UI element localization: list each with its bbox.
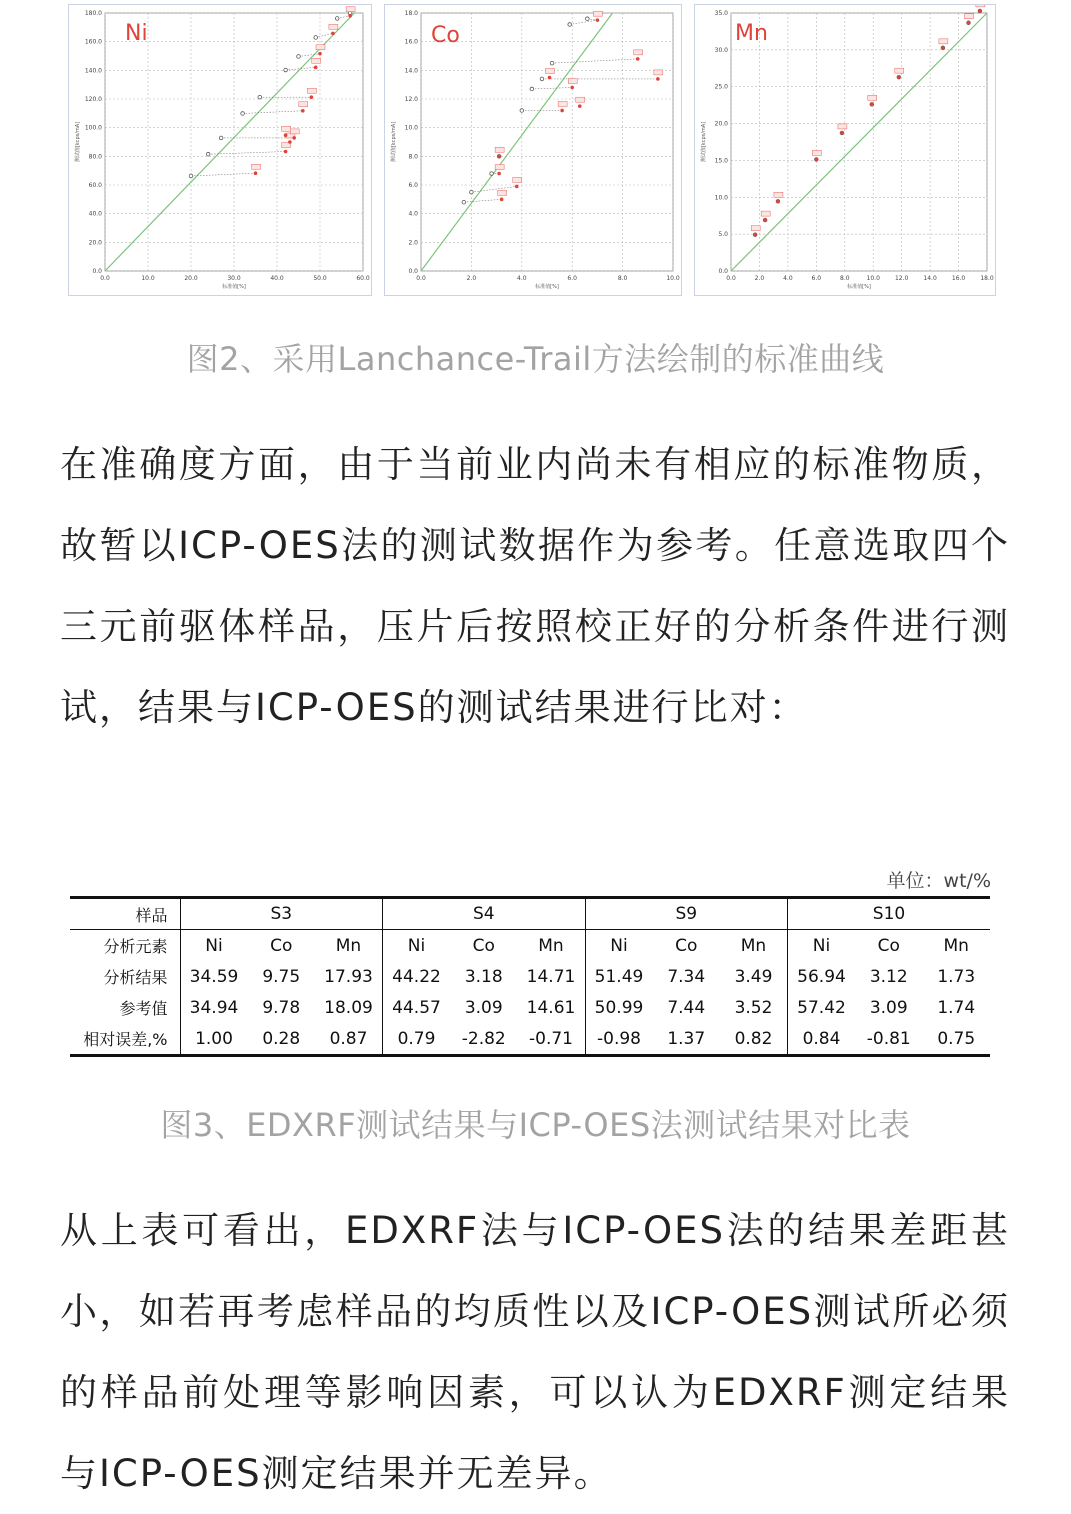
x-tick-label: 14.0 (923, 275, 937, 282)
x-tick-label: 40.0 (270, 275, 284, 282)
y-tick-label: 10.0 (404, 124, 418, 132)
table-cell: Co (675, 935, 698, 956)
point-tag (546, 69, 555, 74)
table-row (70, 961, 990, 992)
measured-point (284, 150, 288, 154)
x-tick-label: 10.0 (866, 275, 880, 282)
measured-point (763, 218, 767, 222)
table-sample-header: S3 (180, 898, 383, 930)
point-tag (495, 147, 504, 152)
chart-co-panel (384, 4, 682, 296)
point-tag (282, 126, 291, 131)
y-tick-label: 12.0 (404, 96, 418, 103)
y-tick-label: 15.0 (714, 157, 728, 165)
residual-line (532, 88, 572, 89)
figure2-caption: 图2、采用Lanchance-Trail方法绘制的标准曲线 (186, 340, 885, 378)
point-tag (751, 226, 760, 231)
point-tag (976, 5, 985, 7)
measured-point (578, 104, 582, 108)
y-tick-label: 180.0 (84, 10, 102, 17)
table-cell: 14.61 (518, 992, 586, 1023)
calibrated-point (297, 55, 301, 59)
residual-line (552, 59, 638, 63)
fit-line (421, 13, 613, 271)
y-tick-label: 35.0 (714, 10, 728, 17)
calibrated-point (586, 17, 590, 21)
y-tick-label: 120.0 (84, 96, 102, 103)
y-tick-label: 25.0 (714, 83, 728, 91)
calibrated-point (206, 152, 210, 156)
measured-point (967, 21, 971, 25)
paragraph-accuracy: 在准确度方面，由于当前业内尚未有相应的标准物质，故暂以ICP-OES法的测试数据作为参考。任意选取四个三元前驱体样品，压片后按照校正好的分析条件进行测试，结果与ICP-OES的测试结果进行比对： (60, 443, 1010, 729)
y-axis-title: 测试值[kcps/mA] (75, 121, 81, 163)
table-cell: 44.57 (392, 997, 441, 1018)
point-tag (654, 70, 663, 75)
fit-line (731, 13, 987, 271)
measured-point (656, 77, 660, 81)
measured-point (292, 136, 296, 140)
table-row (70, 930, 990, 962)
point-tag (868, 95, 877, 100)
measured-point (515, 185, 519, 189)
x-axis-title: 标准值[%] (847, 284, 871, 290)
x-tick-label: 0.0 (416, 275, 426, 282)
point-tag (329, 24, 338, 29)
point-tag (346, 7, 355, 12)
table-cell: -2.82 (461, 1028, 506, 1049)
table-cell: Ni (610, 935, 628, 956)
x-axis-title: 标准值[%] (222, 284, 246, 290)
table-row-label: 分析结果 (70, 961, 180, 992)
point-tag (761, 211, 770, 216)
table-cell: 0.87 (315, 1023, 383, 1056)
table-cell: 34.59 (189, 966, 239, 987)
x-tick-label: 30.0 (227, 275, 241, 282)
table-row (70, 1023, 990, 1056)
table-row-label: 分析元素 (70, 930, 180, 962)
point-tag (495, 165, 504, 170)
point-tag (576, 97, 585, 102)
table-cell: Ni (407, 935, 426, 956)
comparison-table (70, 896, 990, 1057)
table-cell: 1.00 (195, 1028, 233, 1049)
y-tick-label: 0.0 (408, 268, 418, 275)
x-tick-label: 8.0 (840, 275, 850, 282)
y-tick-label: 80.0 (88, 153, 102, 161)
table-cell: 1.37 (667, 1028, 706, 1049)
residual-line (316, 33, 333, 37)
chart-mn (695, 5, 995, 295)
paragraph-conclusion: 从上表可看出，EDXRF法与ICP-OES法的结果差距甚小，如若再考虑样品的均质性以及ICP-OES测试所必须的样品前处理等影响因素，可以认为EDXRF测定结果与ICP-OES测定结果并无差异。 (60, 1209, 1010, 1495)
point-tag (812, 150, 821, 155)
x-tick-label: 2.0 (466, 275, 477, 282)
table-cell: 3.09 (464, 997, 503, 1018)
x-tick-label: 18.0 (980, 275, 994, 282)
table-sample-header: S4 (383, 898, 586, 930)
table-cell: 3.52 (720, 992, 788, 1023)
measured-point (815, 158, 819, 162)
calibrated-point (241, 112, 245, 116)
x-tick-label: 0.0 (726, 275, 736, 282)
chart-ni (69, 5, 371, 295)
y-tick-label: 4.0 (408, 210, 418, 218)
residual-line (243, 111, 303, 114)
x-tick-label: 16.0 (951, 275, 966, 282)
x-tick-label: 50.0 (313, 275, 327, 282)
measured-point (870, 103, 874, 107)
table-cell: -0.81 (866, 1028, 911, 1049)
table-cell: 14.71 (518, 961, 586, 992)
table-row (70, 992, 990, 1023)
measured-point (978, 9, 982, 13)
x-tick-label: 10.0 (141, 275, 155, 282)
table-cell: -0.98 (597, 1028, 641, 1049)
table-body (70, 930, 990, 1056)
x-tick-label: 2.0 (754, 275, 765, 282)
measured-point (497, 155, 501, 159)
y-tick-label: 0.0 (718, 268, 728, 275)
y-tick-label: 100.0 (84, 124, 102, 132)
x-tick-label: 4.0 (783, 275, 793, 282)
measured-point (753, 233, 757, 237)
chart-mn-title: Mn (735, 21, 768, 46)
point-tag (290, 129, 299, 134)
calibrated-point (550, 61, 554, 65)
table-cell: 3.12 (869, 966, 908, 987)
table-cell: 57.42 (797, 997, 846, 1018)
table-cell: Mn (315, 930, 383, 962)
measured-point (310, 95, 314, 99)
calibrated-point (520, 109, 524, 113)
table-cell: Ni (205, 935, 223, 956)
table-unit-note: 单位：wt/% (886, 870, 991, 892)
point-tag (568, 79, 577, 84)
table-sample-header: S9 (585, 898, 788, 930)
measured-point (254, 171, 258, 175)
measured-point (570, 86, 574, 90)
measured-point (776, 199, 780, 203)
residual-line (286, 67, 316, 70)
point-tag (299, 102, 308, 107)
x-tick-label: 4.0 (517, 275, 527, 282)
y-tick-label: 8.0 (408, 153, 418, 161)
x-tick-label: 60.0 (356, 275, 370, 282)
y-axis-title: 测试值[kcps/mA] (701, 121, 707, 163)
measured-point (318, 52, 322, 56)
y-tick-label: 14.0 (404, 67, 418, 75)
calibrated-point (284, 68, 288, 72)
point-tag (838, 124, 847, 129)
table-cell: 0.75 (937, 1028, 976, 1049)
point-tag (965, 14, 974, 19)
table-cell: 7.44 (667, 997, 706, 1018)
residual-line (570, 20, 598, 24)
calibrated-point (462, 200, 466, 204)
table-cell: Mn (943, 935, 969, 956)
x-tick-label: 8.0 (617, 275, 628, 282)
calibration-charts (68, 4, 996, 296)
chart-co-title: Co (431, 23, 460, 48)
chart-ni-panel (68, 4, 372, 296)
y-tick-label: 160.0 (84, 38, 102, 46)
measured-point (636, 57, 640, 61)
calibrated-point (568, 23, 572, 27)
table-cell: Mn (518, 930, 586, 962)
y-tick-label: 10.0 (714, 194, 728, 202)
measured-point (596, 18, 600, 22)
table-cell: 0.28 (262, 1028, 301, 1049)
residual-line (191, 173, 256, 176)
y-tick-label: 20.0 (714, 120, 728, 128)
table-cell: -0.71 (518, 1023, 586, 1056)
residual-line (299, 54, 321, 57)
point-tag (593, 11, 602, 16)
calibrated-point (258, 95, 262, 99)
point-tag (895, 68, 904, 73)
measured-point (548, 76, 552, 80)
table-cell: 17.93 (315, 961, 383, 992)
calibrated-point (314, 36, 318, 40)
table-corner-label: 样品 (70, 898, 180, 930)
table-cell: 50.99 (594, 997, 644, 1018)
residual-line (471, 186, 516, 192)
measured-point (941, 46, 945, 50)
calibrated-point (490, 172, 494, 176)
calibrated-point (470, 190, 474, 194)
y-axis-title: 测试值[kcps/mA] (391, 121, 397, 163)
y-tick-label: 140.0 (84, 67, 102, 75)
table-cell: 18.09 (315, 992, 383, 1023)
y-tick-label: 60.0 (88, 182, 102, 189)
table-cell: Co (270, 935, 293, 956)
chart-co (385, 5, 681, 295)
point-tag (312, 58, 321, 63)
measured-point (331, 32, 335, 36)
table-cell: 56.94 (797, 966, 846, 987)
figure3-caption: 图3、EDXRF测试结果与ICP-OES法测试结果对比表 (160, 1106, 911, 1144)
y-tick-label: 6.0 (408, 182, 418, 189)
measured-point (840, 131, 844, 135)
y-tick-label: 20.0 (88, 239, 102, 247)
table-row-label: 相对误差,% (70, 1023, 180, 1056)
chart-mn-panel (694, 4, 996, 296)
table-cell: Mn (720, 930, 788, 962)
point-tag (634, 50, 643, 55)
x-axis-title: 标准值[%] (535, 284, 559, 290)
measured-point (314, 66, 318, 70)
table-cell: 0.84 (802, 1028, 841, 1049)
point-tag (498, 190, 507, 195)
measured-point (288, 140, 292, 144)
fit-line (105, 13, 354, 271)
x-tick-label: 0.0 (100, 275, 110, 282)
table-header-row (70, 898, 990, 930)
point-tag (513, 177, 522, 182)
measured-point (497, 172, 501, 176)
table-cell: 34.94 (189, 997, 239, 1018)
point-tag (558, 101, 567, 106)
table-cell: 3.49 (720, 961, 788, 992)
point-tag (316, 45, 325, 50)
table-cell: Co (472, 935, 495, 956)
calibrated-point (219, 136, 223, 140)
table-cell: 1.74 (937, 997, 976, 1018)
y-tick-label: 0.0 (92, 268, 102, 275)
table-row-label: 参考值 (70, 992, 180, 1023)
calibrated-point (540, 77, 544, 81)
measured-point (500, 198, 504, 202)
y-tick-label: 40.0 (88, 210, 102, 218)
table-cell: 44.22 (392, 966, 441, 987)
calibrated-point (335, 17, 339, 21)
y-tick-label: 5.0 (718, 231, 728, 239)
measured-point (284, 133, 288, 137)
point-tag (307, 88, 316, 93)
calibrated-point (189, 174, 193, 178)
table-cell: 3.09 (869, 997, 908, 1018)
x-tick-label: 6.0 (811, 275, 822, 282)
y-tick-label: 30.0 (714, 46, 728, 54)
table-cell: Ni (812, 935, 831, 956)
measured-point (348, 14, 352, 18)
point-tag (939, 39, 948, 44)
table-cell: 1.73 (937, 966, 976, 987)
comparison-table-wrap (70, 896, 990, 1057)
calibrated-point (530, 87, 534, 91)
table-cell: 7.34 (667, 966, 706, 987)
measured-point (560, 109, 564, 113)
table-cell: 0.82 (720, 1023, 788, 1056)
chart-ni-title: Ni (125, 21, 148, 46)
x-tick-label: 20.0 (184, 275, 198, 282)
point-tag (774, 192, 783, 197)
table-cell: 9.75 (262, 966, 301, 987)
measured-point (301, 109, 305, 113)
table-sample-header: S10 (788, 898, 991, 930)
measured-point (897, 75, 901, 79)
y-tick-label: 18.0 (404, 10, 418, 17)
residual-line (464, 199, 502, 202)
table-cell: 9.78 (262, 997, 301, 1018)
x-tick-label: 10.0 (666, 275, 680, 282)
y-tick-label: 2.0 (408, 239, 418, 247)
table-cell: 51.49 (594, 966, 644, 987)
y-tick-label: 16.0 (404, 38, 418, 46)
x-tick-label: 12.0 (894, 275, 909, 282)
point-tag (252, 164, 261, 169)
x-tick-label: 6.0 (567, 275, 577, 282)
table-cell: 3.18 (464, 966, 503, 987)
table-cell: Co (877, 935, 900, 956)
table-cell: 0.79 (397, 1028, 436, 1049)
